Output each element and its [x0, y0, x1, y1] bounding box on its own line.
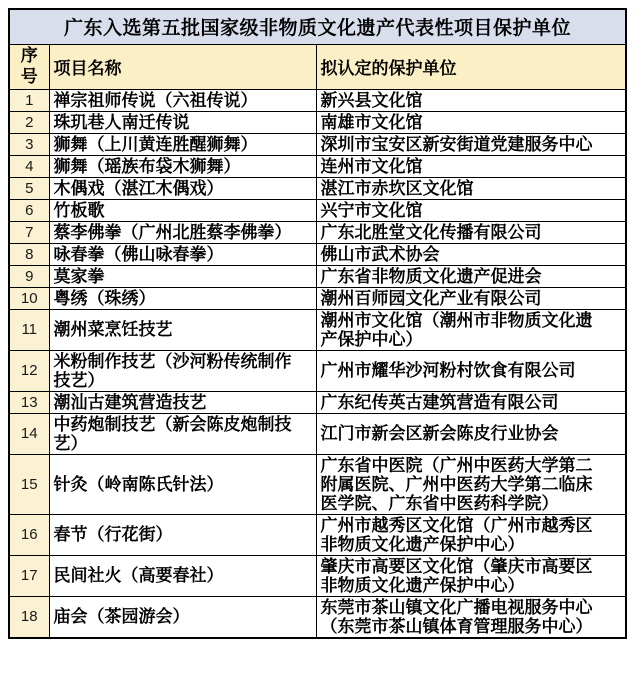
table-row — [9, 350, 626, 391]
protection-unit-cell: 广东纪传英古建筑营造有限公司 — [316, 391, 626, 413]
protection-unit-cell: 肇庆市高要区文化馆（肇庆市高要区非物质文化遗产保护中心） — [316, 555, 626, 596]
serial-number-cell: 7 — [9, 221, 49, 243]
protection-unit-cell: 东莞市茶山镇文化广播电视服务中心（东莞市茶山镇体育管理服务中心） — [316, 596, 626, 638]
project-name-cell: 禅宗祖师传说（六祖传说） — [49, 89, 316, 111]
protection-unit-cell: 广州市耀华沙河粉村饮食有限公司 — [316, 350, 626, 391]
serial-number-cell: 17 — [9, 555, 49, 596]
table-row — [9, 454, 626, 514]
protection-unit-cell: 广州市越秀区文化馆（广州市越秀区非物质文化遗产保护中心） — [316, 514, 626, 555]
project-name-cell: 竹板歌 — [49, 199, 316, 221]
heritage-table — [8, 8, 627, 639]
project-name-cell: 蔡李佛拳（广州北胜蔡李佛拳） — [49, 221, 316, 243]
protection-unit-cell: 南雄市文化馆 — [316, 111, 626, 133]
protection-unit-cell: 新兴县文化馆 — [316, 89, 626, 111]
project-name-cell: 狮舞（瑶族布袋木狮舞） — [49, 155, 316, 177]
table-row — [9, 413, 626, 454]
serial-number-cell: 5 — [9, 177, 49, 199]
serial-number-cell: 1 — [9, 89, 49, 111]
project-name-cell: 珠玑巷人南迁传说 — [49, 111, 316, 133]
table-row — [9, 514, 626, 555]
project-name-cell: 粤绣（珠绣） — [49, 287, 316, 309]
project-name-cell: 中药炮制技艺（新会陈皮炮制技艺） — [49, 413, 316, 454]
serial-number-cell: 15 — [9, 454, 49, 514]
header-serial-number — [9, 44, 49, 89]
protection-unit-cell: 佛山市武术协会 — [316, 243, 626, 265]
project-name-cell: 咏春拳（佛山咏春拳） — [49, 243, 316, 265]
table-row — [9, 309, 626, 350]
table-row — [9, 155, 626, 177]
serial-number-cell: 4 — [9, 155, 49, 177]
serial-number-cell: 6 — [9, 199, 49, 221]
serial-number-cell: 11 — [9, 309, 49, 350]
protection-unit-cell: 广东省中医院（广州中医药大学第二附属医院、广州中医药大学第二临床医学院、广东省中医药科学院） — [316, 454, 626, 514]
project-name-cell: 米粉制作技艺（沙河粉传统制作技艺） — [49, 350, 316, 391]
serial-number-cell: 3 — [9, 133, 49, 155]
header-serial-number-label: 序号 — [20, 46, 38, 86]
serial-number-cell: 13 — [9, 391, 49, 413]
serial-number-cell: 2 — [9, 111, 49, 133]
table-row — [9, 596, 626, 638]
table-row — [9, 111, 626, 133]
table-row — [9, 555, 626, 596]
project-name-cell: 狮舞（上川黄连胜醒狮舞） — [49, 133, 316, 155]
project-name-cell: 庙会（茶园游会） — [49, 596, 316, 638]
protection-unit-cell: 江门市新会区新会陈皮行业协会 — [316, 413, 626, 454]
project-name-cell: 莫家拳 — [49, 265, 316, 287]
serial-number-cell: 8 — [9, 243, 49, 265]
table-row — [9, 243, 626, 265]
serial-number-cell: 9 — [9, 265, 49, 287]
serial-number-cell: 14 — [9, 413, 49, 454]
project-name-cell: 春节（行花街） — [49, 514, 316, 555]
table-title: 广东入选第五批国家级非物质文化遗产代表性项目保护单位 — [9, 9, 626, 44]
protection-unit-cell: 深圳市宝安区新安街道党建服务中心 — [316, 133, 626, 155]
serial-number-cell: 12 — [9, 350, 49, 391]
table-row — [9, 199, 626, 221]
protection-unit-cell: 潮州市文化馆（潮州市非物质文化遗产保护中心） — [316, 309, 626, 350]
protection-unit-cell: 潮州百师园文化产业有限公司 — [316, 287, 626, 309]
table-row — [9, 287, 626, 309]
table-row — [9, 89, 626, 111]
table-row — [9, 177, 626, 199]
project-name-cell: 民间社火（高要春社） — [49, 555, 316, 596]
serial-number-cell: 16 — [9, 514, 49, 555]
protection-unit-cell: 兴宁市文化馆 — [316, 199, 626, 221]
table-title-row — [9, 9, 626, 44]
protection-unit-cell: 广东北胜堂文化传播有限公司 — [316, 221, 626, 243]
table-header-row — [9, 44, 626, 89]
project-name-cell: 针灸（岭南陈氏针法） — [49, 454, 316, 514]
project-name-cell: 木偶戏（湛江木偶戏） — [49, 177, 316, 199]
header-protection-unit: 拟认定的保护单位 — [316, 44, 626, 89]
table-row — [9, 391, 626, 413]
protection-unit-cell: 连州市文化馆 — [316, 155, 626, 177]
serial-number-cell: 18 — [9, 596, 49, 638]
protection-unit-cell: 广东省非物质文化遗产促进会 — [316, 265, 626, 287]
protection-unit-cell: 湛江市赤坎区文化馆 — [316, 177, 626, 199]
table-row — [9, 221, 626, 243]
header-project-name: 项目名称 — [49, 44, 316, 89]
table-row — [9, 265, 626, 287]
serial-number-cell: 10 — [9, 287, 49, 309]
table-row — [9, 133, 626, 155]
project-name-cell: 潮汕古建筑营造技艺 — [49, 391, 316, 413]
project-name-cell: 潮州菜烹饪技艺 — [49, 309, 316, 350]
